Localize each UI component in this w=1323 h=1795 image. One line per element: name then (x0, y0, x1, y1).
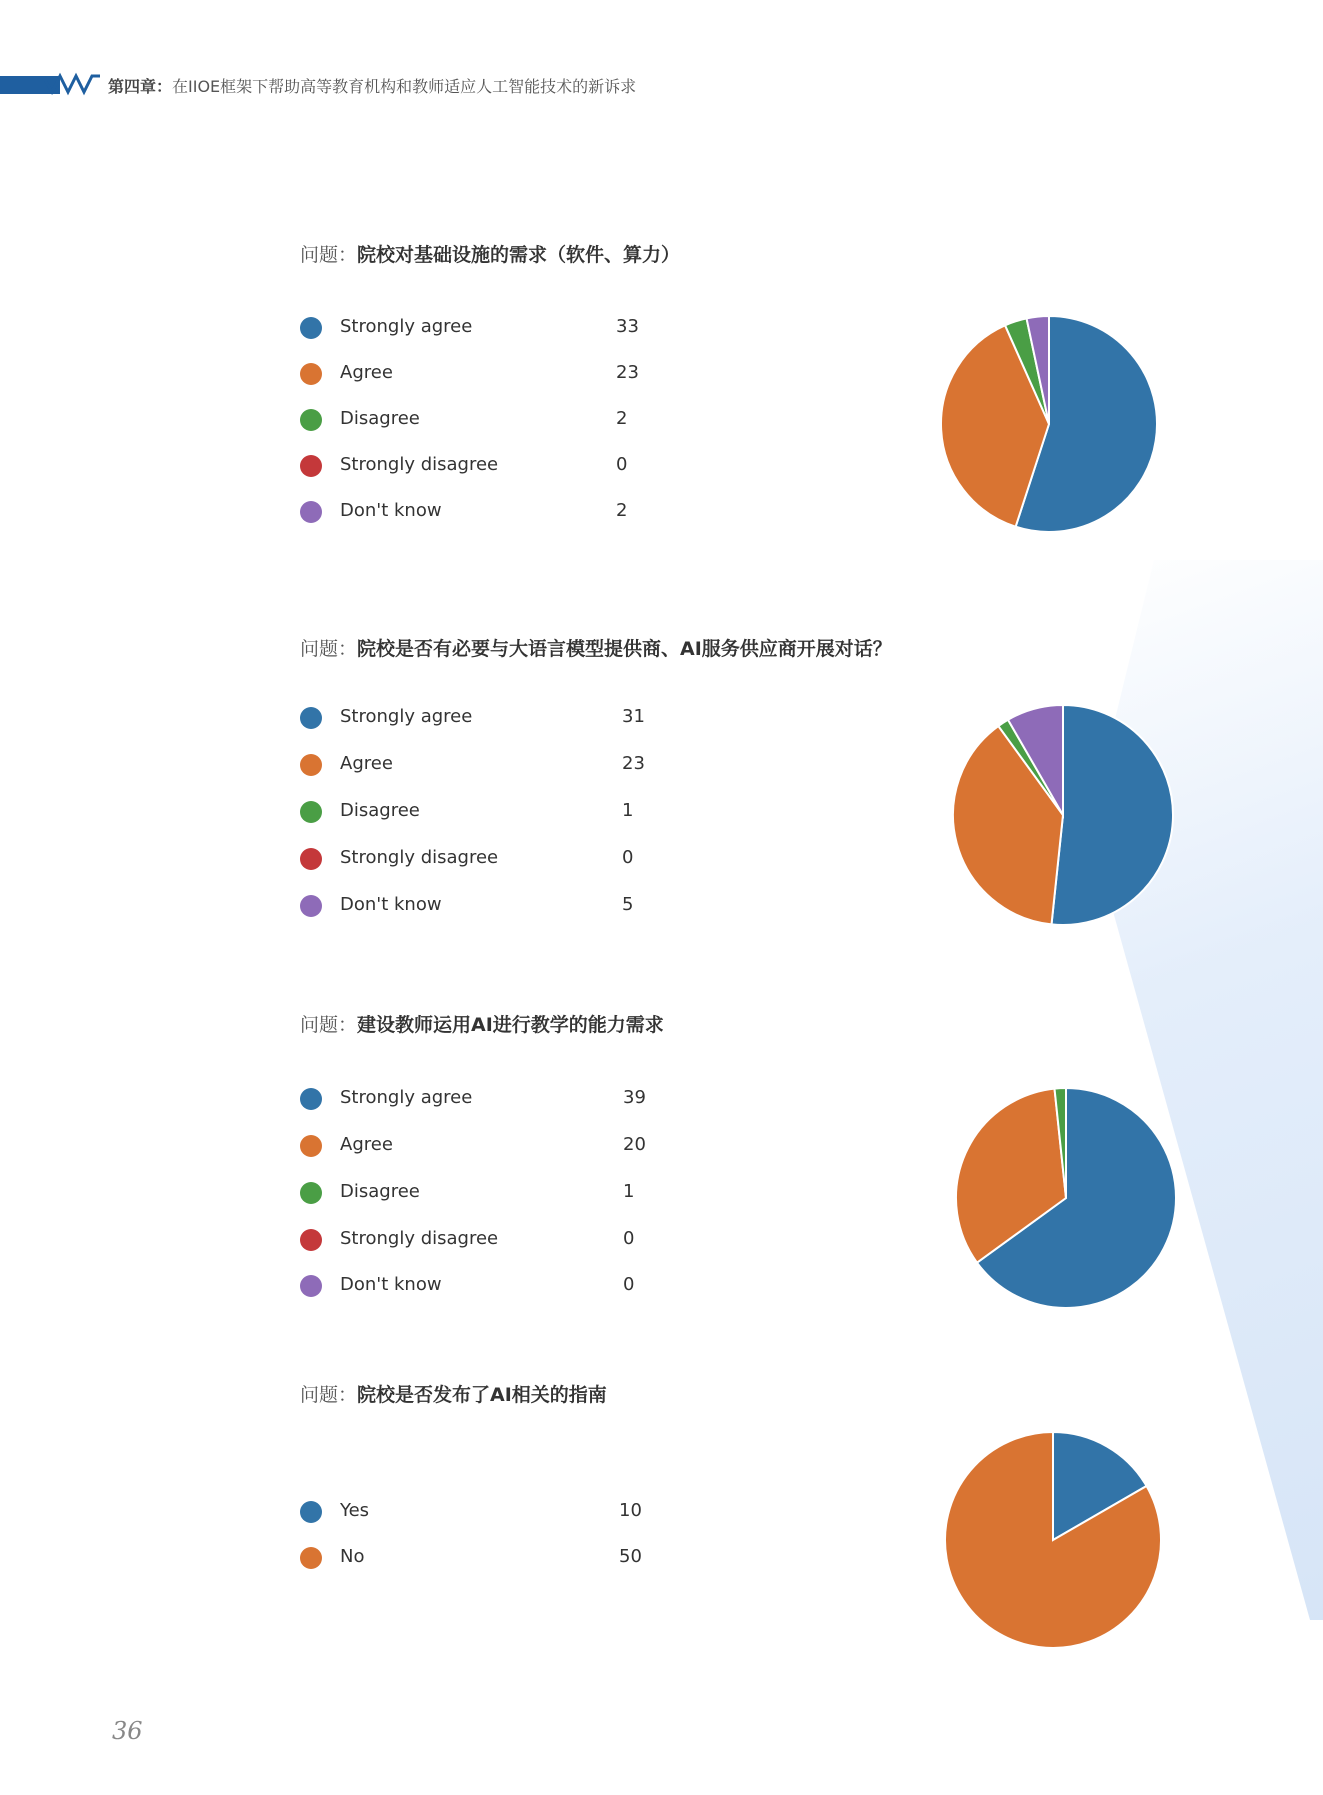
legend-item (300, 1542, 660, 1572)
legend-swatch (300, 1275, 322, 1297)
legend-label: Don't know (340, 500, 442, 521)
chapter-header (108, 74, 636, 97)
legend-swatch (300, 455, 322, 477)
legend-item (300, 1224, 660, 1254)
legend-value: 0 (623, 1228, 635, 1249)
legend-value: 10 (619, 1500, 642, 1521)
legend-label: Strongly disagree (340, 454, 499, 475)
legend-label: Yes (340, 1500, 370, 1521)
question-text: 院校对基础设施的需求（软件、算力） (357, 244, 681, 266)
legend-label: Strongly disagree (340, 1228, 499, 1249)
legend-value: 1 (623, 1181, 635, 1202)
legend-label: Disagree (340, 800, 420, 821)
question-prefix: 问题： (300, 1014, 358, 1036)
legend-swatch (300, 501, 322, 523)
legend-swatch (300, 1501, 322, 1523)
question-text: 建设教师运用AI进行教学的能力需求 (357, 1014, 664, 1036)
legend-value: 23 (622, 753, 645, 774)
question-text: 院校是否发布了AI相关的指南 (357, 1384, 607, 1406)
question-prefix: 问题： (300, 244, 358, 266)
legend-item (300, 312, 660, 342)
legend-item (300, 450, 660, 480)
legend-value: 5 (622, 894, 634, 915)
legend-label: Strongly agree (340, 706, 473, 727)
legend-swatch (300, 1229, 322, 1251)
legend-value: 20 (623, 1134, 646, 1155)
legend-swatch (300, 801, 322, 823)
legend-value: 0 (616, 454, 628, 475)
question-title (300, 1380, 607, 1407)
question-text: 院校是否有必要与大语言模型提供商、AI服务供应商开展对话？ (357, 638, 892, 660)
legend-item (300, 496, 660, 526)
legend-swatch (300, 754, 322, 776)
legend-item (300, 1496, 660, 1526)
pie-chart (952, 1084, 1180, 1312)
legend-value: 23 (616, 362, 639, 383)
question-title (300, 634, 892, 661)
legend-swatch (300, 848, 322, 870)
legend-label: No (340, 1546, 365, 1567)
question-title (300, 1010, 664, 1037)
legend-swatch (300, 1135, 322, 1157)
legend-swatch (300, 707, 322, 729)
legend-value: 0 (623, 1274, 635, 1295)
legend-swatch (300, 363, 322, 385)
legend-item (300, 1177, 660, 1207)
legend-swatch (300, 1182, 322, 1204)
legend-label: Don't know (340, 1274, 442, 1295)
legend-label: Disagree (340, 408, 420, 429)
legend-label: Agree (340, 753, 393, 774)
legend-item (300, 749, 660, 779)
legend-value: 1 (622, 800, 634, 821)
legend-label: Agree (340, 1134, 393, 1155)
legend-item (300, 890, 660, 920)
legend-label: Agree (340, 362, 393, 383)
question-title (300, 240, 680, 267)
chapter-label: 第四章： (108, 77, 173, 96)
pie-slice-strongly-agree (1052, 705, 1173, 925)
legend-value: 2 (616, 500, 628, 521)
question-prefix: 问题： (300, 1384, 358, 1406)
legend-value: 50 (619, 1546, 642, 1567)
wave-logo-icon (44, 72, 100, 98)
legend-swatch (300, 895, 322, 917)
pie-chart (941, 1428, 1165, 1652)
legend-item (300, 702, 660, 732)
legend-value: 39 (623, 1087, 646, 1108)
legend-item (300, 1130, 660, 1160)
legend-value: 33 (616, 316, 639, 337)
legend-item (300, 843, 660, 873)
page-number: 36 (112, 1717, 143, 1745)
legend-label: Strongly agree (340, 316, 473, 337)
legend-label: Don't know (340, 894, 442, 915)
chapter-title: 在IIOE框架下帮助高等教育机构和教师适应人工智能技术的新诉求 (172, 77, 637, 96)
legend-label: Strongly disagree (340, 847, 499, 868)
legend-item (300, 1083, 660, 1113)
legend-item (300, 358, 660, 388)
legend-value: 0 (622, 847, 634, 868)
legend-item (300, 1270, 660, 1300)
legend-value: 2 (616, 408, 628, 429)
pie-chart (937, 312, 1161, 536)
legend-label: Strongly agree (340, 1087, 473, 1108)
legend-item (300, 796, 660, 826)
legend-swatch (300, 1547, 322, 1569)
legend-swatch (300, 409, 322, 431)
legend-swatch (300, 1088, 322, 1110)
legend-value: 31 (622, 706, 645, 727)
legend-item (300, 404, 660, 434)
question-prefix: 问题： (300, 638, 358, 660)
legend-swatch (300, 317, 322, 339)
legend-label: Disagree (340, 1181, 420, 1202)
pie-chart (949, 701, 1177, 929)
